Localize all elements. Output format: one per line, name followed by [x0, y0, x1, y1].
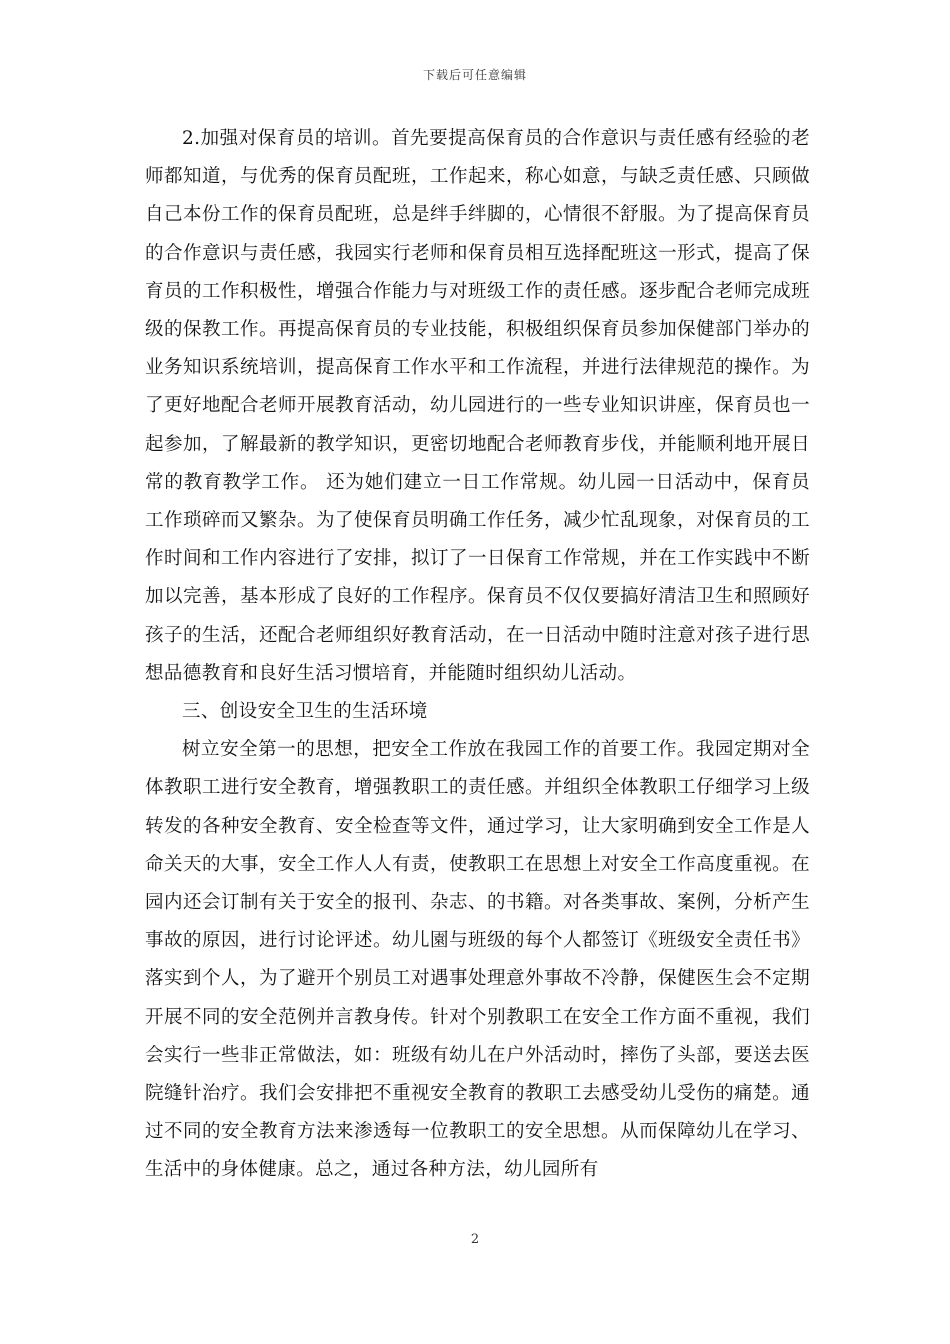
page-header: 下载后可任意编辑 — [422, 68, 527, 82]
page-number: 2 — [470, 1232, 480, 1247]
paragraph-caregiver-training: 2.加强对保育员的培训。首先要提高保育员的合作意识与责任感有经验的老师都知道，与优秀的保育员配班，工作起来，称心如意，与缺乏责任感、只顾做自己本份工作的保育员配班，总是绊手绊脚的，心情很不舒服。为了提高保育员的合作意识与责任感，我园实行老师和保育员相互选择配班这一形式，提高了保育员的工作积极性，增强合作能力与对班级工作的责任感。逐步配合老师完成班级的保教工作。再提高保育员的专业技能，积极组织保育员参加保健部门举办的业务知识系统培训，提高保育工作水平和工作流程，并进行法律规范的操作。为了更好地配合老师开展教育活动，幼儿园进行的一些专业知识讲座，保育员也一起参加，了解最新的教学知识，更密切地配合老师教育步伐，并能顺利地开展日常的教育教学工作。 还为她们建立一日工作常规。幼儿园一日活动中，保育员工作琐碎而又繁杂。为了使保育员明确工作任务，减少忙乱现象，对保育员的工作时间和工作内容进行了安排，拟订了一日保育工作常规，并在工作实践中不断加以完善，基本形成了良好的工作程序。保育员不仅仅要搞好清洁卫生和照顾好孩子的生活，还配合老师组织好教育活动，在一日活动中随时注意对孩子进行思想品德教育和良好生活习惯培育，并能随时组织幼儿活动。 — [145, 128, 810, 684]
document-body — [145, 120, 810, 1190]
paragraph-safety-first: 树立安全第一的思想，把安全工作放在我园工作的首要工作。我园定期对全体教职工进行安全教育，增强教职工的责任感。并组织全体教职工仔细学习上级转发的各种安全教育、安全检查等文件，通过学习，让大家明确到安全工作是人命关天的大事，安全工作人人有责，使教职工在思想上对安全工作高度重视。在园内还会订制有关于安全的报刊、杂志、的书籍。对各类事故、案例，分析产生事故的原因，进行讨论评述。幼儿園与班级的每个人都签订《班级安全责任书》落实到个人，为了避开个别员工对遇事处理意外事故不冷静，保健医生会不定期开展不同的安全范例并言教身传。针对个别教职工在安全工作方面不重视，我们会实行一些非正常做法，如：班级有幼儿在户外活动时，摔伤了头部，要送去医院缝针治疗。我们会安排把不重视安全教育的教职工去感受幼儿受伤的痛楚。通过不同的安全教育方法来渗透每一位教职工的安全思想。从而保障幼儿在学习、生活中的身体健康。总之，通过各种方法，幼儿园所有 — [145, 739, 810, 1181]
section-heading-safety-environment: 三、创设安全卫生的生活环境 — [182, 701, 428, 723]
